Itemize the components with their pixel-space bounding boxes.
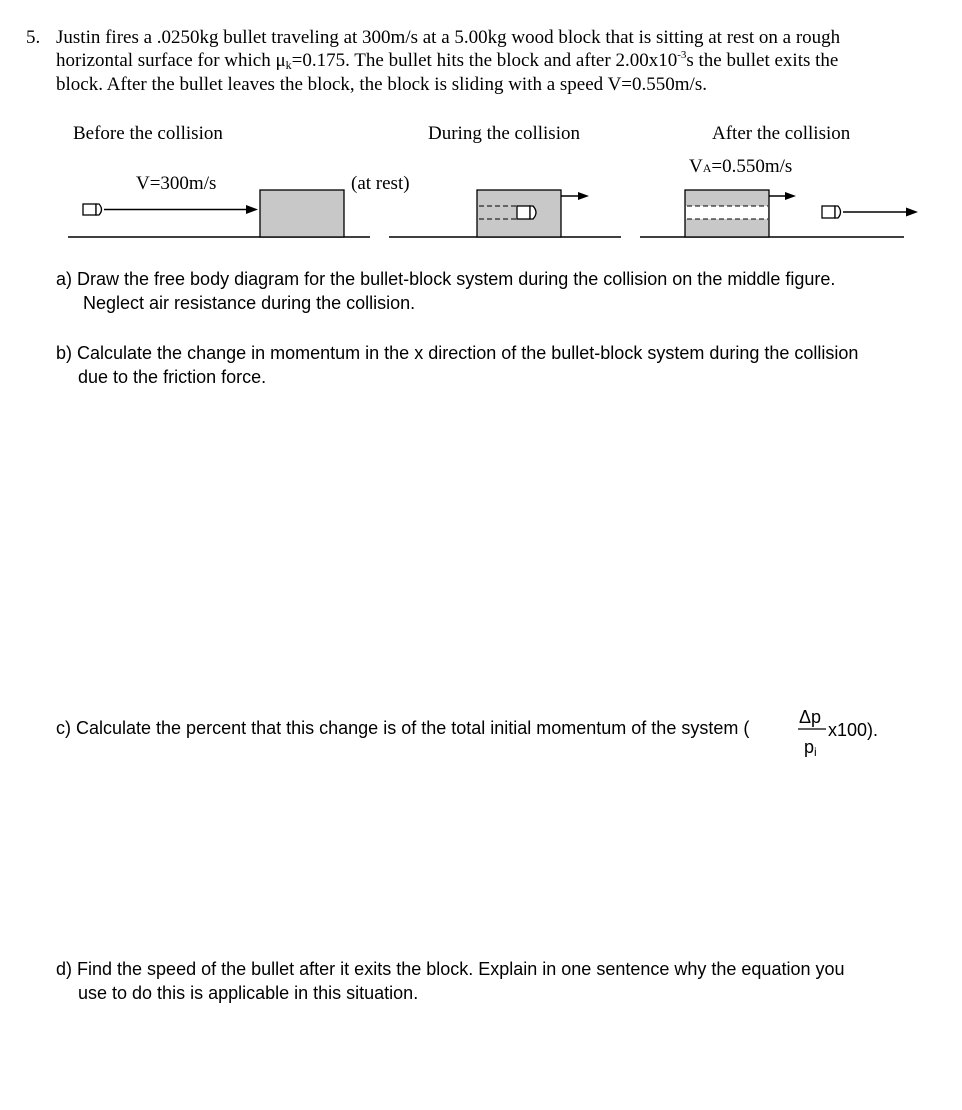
question-b-line-1: b) Calculate the change in momentum in the x direction of the bullet-block system during the collision — [56, 343, 859, 363]
question-c-tail: x100). — [828, 720, 879, 740]
block-during — [477, 190, 561, 237]
block-after-speed-label — [689, 156, 792, 179]
problem-line-2-part-a: horizontal surface for which μ — [56, 50, 286, 71]
bullet-after-icon — [822, 206, 841, 218]
mu-subscript: k — [285, 58, 292, 72]
question-b-line-2: due to the friction force. — [78, 367, 267, 387]
after-collision-label: After the collision — [712, 123, 851, 144]
block-before — [260, 190, 344, 237]
question-c-text: c) Calculate the percent that this change is of the total initial momentum of the system ( — [56, 718, 750, 738]
fraction-denominator — [804, 736, 817, 758]
bullet-speed-label: V=300m/s — [136, 173, 217, 194]
at-rest-label: (at rest) — [351, 173, 410, 194]
bullet-before-icon — [83, 204, 102, 215]
bullet-velocity-arrowhead — [246, 205, 258, 214]
question-d-line-1: d) Find the speed of the bullet after it exits the block. Explain in one sentence why the equation you — [56, 959, 845, 979]
after-speed-value: =0.550m/s — [711, 156, 793, 177]
block-after — [685, 190, 769, 237]
bullet-velocity-arrowhead-after — [906, 208, 918, 217]
problem-number: 5. — [26, 27, 41, 48]
fraction-numerator: Δp — [799, 707, 822, 727]
problem-line-3: block. After the bullet leaves the block, the block is sliding with a speed V=0.550m/s. — [56, 74, 707, 95]
question-a-line-1: a) Draw the free body diagram for the bullet-block system during the collision on the middle figure. — [56, 269, 836, 289]
block-velocity-arrowhead-after — [785, 192, 796, 200]
bullet-during-icon — [517, 206, 536, 219]
during-collision-label: During the collision — [428, 123, 580, 144]
denominator-symbol: p — [804, 737, 815, 757]
after-speed-subscript: A — [702, 161, 712, 175]
problem-line-2-part-b: =0.175. The bullet hits the block and after 2.00x10 — [291, 50, 678, 71]
question-a-line-2: Neglect air resistance during the collision. — [83, 293, 416, 313]
exponent: -3 — [677, 49, 687, 61]
before-collision-label: Before the collision — [73, 123, 223, 144]
question-d-line-2: use to do this is applicable in this situation. — [78, 983, 419, 1003]
problem-line-2 — [56, 50, 838, 72]
problem-line-2-part-c: s the bullet exits the — [686, 50, 839, 71]
block-velocity-arrowhead-during — [578, 192, 589, 200]
denominator-subscript: i — [814, 745, 817, 759]
bullet-hole-after — [686, 206, 768, 219]
problem-line-1: Justin fires a .0250kg bullet traveling at 300m/s at a 5.00kg wood block that is sitting at rest on a rough — [56, 27, 841, 48]
after-speed-symbol: V — [689, 156, 703, 177]
